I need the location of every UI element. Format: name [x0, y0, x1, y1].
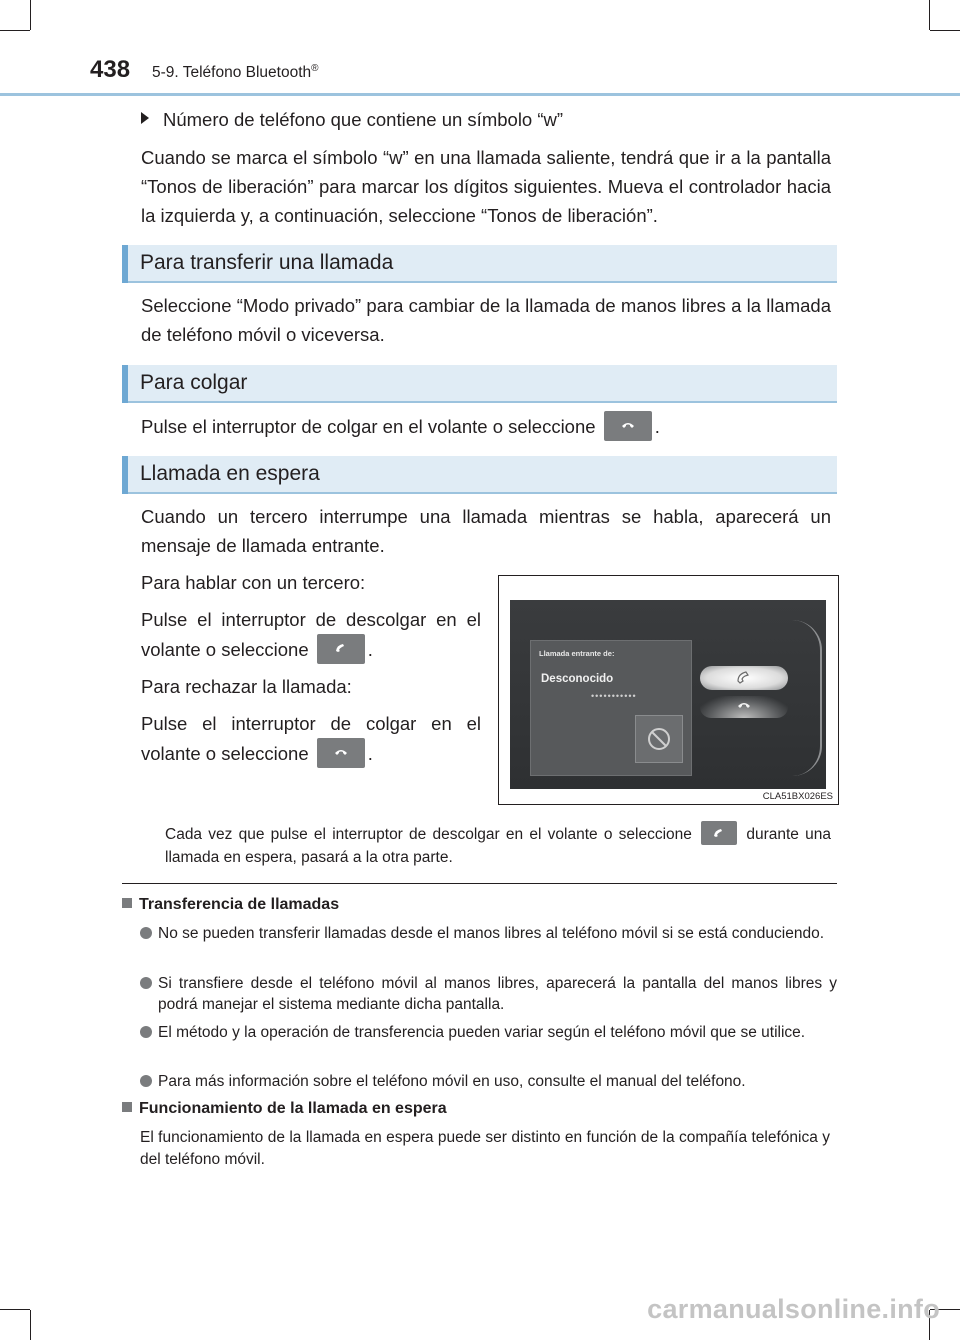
heading-text: Para colgar: [140, 371, 248, 394]
pickup-button[interactable]: [317, 634, 365, 664]
phone-hangup-icon: [621, 420, 635, 430]
list-item: Si transfiere desde el teléfono móvil al manos libres, aparecerá la pantalla del manos libres y podrá manejar el sistema mediante dicha pantalla.: [140, 973, 837, 1015]
figure-code: CLA51BX026ES: [762, 791, 833, 802]
phone-hangup-icon: [737, 700, 751, 710]
reject-call-button[interactable]: [635, 715, 683, 763]
caller-number: •••••••••••: [591, 691, 637, 701]
screen-arc: [792, 620, 822, 776]
heading-text: Para transferir una llamada: [140, 251, 394, 274]
crop-mark: [30, 1310, 31, 1340]
section-heading-transfer: [122, 245, 837, 283]
triangle-bullet-item: Número de teléfono que contiene un símbolo “w”: [141, 109, 563, 131]
no-entry-icon: [647, 727, 671, 751]
round-bullet-icon: [140, 977, 152, 989]
waiting-paragraph: Cuando un tercero interrumpe una llamada mientras se habla, aparecerá un mensaje de llamada entrante.: [141, 506, 831, 556]
section-heading-waiting: [122, 456, 837, 494]
display-screen: [510, 600, 826, 789]
note-heading-transfer: Transferencia de llamadas: [122, 896, 339, 914]
heading-accent: [122, 456, 128, 494]
hangup-paragraph: Pulse el interruptor de colgar en el volante o seleccione .: [141, 411, 831, 441]
heading-accent: [122, 245, 128, 283]
crop-mark: [30, 0, 31, 30]
caller-name: Desconocido: [541, 673, 614, 685]
heading-text: Llamada en espera: [140, 462, 320, 485]
hangup-button[interactable]: [317, 738, 365, 768]
round-bullet-icon: [140, 1026, 152, 1038]
list-item: El método y la operación de transferencia pueden variar según el teléfono móvil que se utilice.: [140, 1022, 837, 1043]
hangup-button[interactable]: [604, 411, 652, 441]
talk-instruction: Pulse el interruptor de descolgar en el volante o seleccione .: [141, 605, 481, 664]
waiting-note: Cada vez que pulse el interruptor de descolgar en el volante o seleccione durante una llamada en espera, pasará a la otra parte.: [165, 821, 831, 869]
accept-call-button[interactable]: [700, 666, 788, 690]
round-bullet-icon: [140, 927, 152, 939]
transfer-paragraph: Seleccione “Modo privado” para cambiar de la llamada de manos libres a la llamada de teléfono móvil o viceversa.: [141, 295, 831, 345]
section-title: 5-9. Teléfono Bluetooth®: [152, 63, 319, 82]
incoming-call-dialog: [530, 640, 692, 776]
triangle-bullet-icon: [141, 112, 149, 124]
reject-label: Para rechazar la llamada:: [141, 676, 352, 697]
square-bullet-icon: [122, 898, 132, 908]
talk-label: Para hablar con un tercero:: [141, 572, 366, 593]
watermark: carmanualsonline.info: [647, 1294, 940, 1324]
waiting-note-paragraph: El funcionamiento de la llamada en espera puede ser distinto en función de la compañía telefónica y del teléfono móvil.: [140, 1129, 830, 1168]
heading-accent: [122, 365, 128, 403]
phone-pickup-icon: [712, 828, 726, 838]
phone-pickup-icon: [334, 643, 348, 653]
intro-paragraph: Cuando se marca el símbolo “w” en una llamada saliente, tendrá que ir a la pantalla “Tonos de liberación” para marcar los dígitos siguientes. Mueva el controlador hacia la izquierda y, a continuación, seleccione “Tonos de liberación”.: [141, 147, 831, 226]
reject-instruction: Pulse el interruptor de colgar en el volante o seleccione .: [141, 709, 481, 768]
square-bullet-icon: [122, 1102, 132, 1112]
divider: [122, 883, 837, 884]
section-heading-hangup: [122, 365, 837, 403]
crop-mark: [0, 1309, 30, 1310]
page-number: 438: [90, 56, 131, 83]
crop-mark: [0, 30, 30, 31]
list-item: Para más información sobre el teléfono móvil en uso, consulte el manual del teléfono.: [140, 1071, 837, 1092]
note-heading-waiting: Funcionamiento de la llamada en espera: [122, 1100, 447, 1118]
crop-mark: [929, 0, 930, 30]
crop-mark: [930, 30, 960, 31]
list-item: No se pueden transferir llamadas desde el manos libres al teléfono móvil si se está conduciendo.: [140, 923, 837, 944]
header-rule: [0, 93, 960, 96]
incoming-call-figure: [498, 575, 839, 805]
decline-call-button[interactable]: [700, 696, 788, 718]
phone-pickup-icon: [736, 671, 752, 684]
round-bullet-icon: [140, 1075, 152, 1087]
dialog-title: Llamada entrante de:: [539, 649, 615, 658]
phone-hangup-icon: [334, 747, 348, 757]
registered-mark: ®: [311, 63, 319, 74]
pickup-button[interactable]: [701, 821, 737, 845]
